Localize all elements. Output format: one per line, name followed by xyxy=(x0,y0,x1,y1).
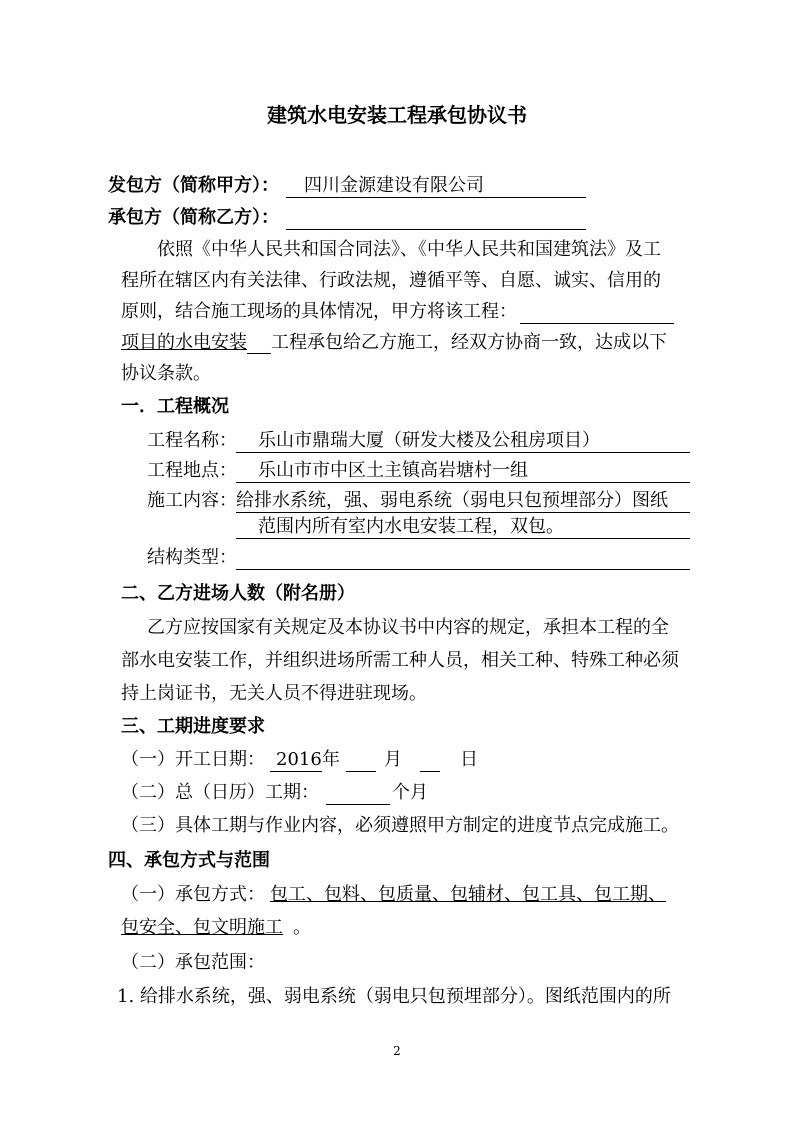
duration-line xyxy=(326,782,390,805)
section2-line-3: 持上岗证书，无关人员不得进驻现场。 xyxy=(121,683,427,704)
method-end: 。 xyxy=(293,917,311,938)
month-char: 月 xyxy=(384,749,402,770)
schedule-requirement: （三）具体工期与作业内容，必须遵照甲方制定的进度节点完成施工。 xyxy=(121,815,679,836)
section3-heading: 三、工期进度要求 xyxy=(121,716,265,737)
project-name-value: 乐山市鼎瑞大厦（研发大楼及公租房项目） xyxy=(258,430,600,451)
section4-heading: 四、承包方式与范围 xyxy=(108,850,270,871)
duration-label: （二）总（日历）工期： xyxy=(121,782,319,803)
intro-line-2: 程所在辖区内有关法律、行政法规，遵循平等、自愿、诚实、信用的 xyxy=(121,270,661,291)
start-day-line xyxy=(420,749,440,772)
intro-line-5: 协议条款。 xyxy=(121,363,211,384)
day-char: 日 xyxy=(460,749,478,770)
method-value-1: 包工、包料、包质量、包辅材、包工具、包工期、 xyxy=(270,884,666,905)
start-date-label: （一）开工日期： xyxy=(121,749,265,770)
intro-line-3: 原则，结合施工现场的具体情况，甲方将该工程： xyxy=(121,301,517,322)
project-name-underline xyxy=(520,301,674,324)
section1-heading: 一．工程概况 xyxy=(121,396,229,417)
page-number: 2 xyxy=(393,1044,401,1058)
party-a-value: 四川金源建设有限公司 xyxy=(304,175,484,196)
intro-line-4-rest: 工程承包给乙方施工，经双方协商一致，达成以下 xyxy=(271,332,667,353)
section2-line-1: 乙方应按国家有关规定及本协议书中内容的规定，承担本工程的全 xyxy=(147,617,669,638)
method-label: （一）承包方式： xyxy=(121,884,265,905)
intro-line-4 xyxy=(121,332,667,354)
section2-line-2: 部水电安装工作，并组织进场所需工种人员，相关工种、特殊工种必须 xyxy=(121,650,679,671)
method-value-2: 包安全、包文明施工 xyxy=(121,917,283,938)
construction-content-value-1: 给排水系统，强、弱电系统（弱电只包预埋部分）图纸 xyxy=(236,490,668,511)
project-name-label: 工程名称： xyxy=(147,430,237,451)
document-title: 建筑水电安装工程承包协议书 xyxy=(267,103,527,127)
year-char: 年 xyxy=(322,749,340,770)
start-year-value: 2016 xyxy=(276,749,322,770)
project-site-label: 工程地点： xyxy=(147,460,237,481)
intro-project-scope: 项目的水电安装 xyxy=(121,332,247,353)
party-a-label: 发包方（简称甲方）： xyxy=(108,175,279,196)
intro-line-1: 依照《中华人民共和国合同法》、《中华人民共和国建筑法》及工 xyxy=(157,239,661,260)
construction-content-value-2: 范围内所有室内水电安装工程，双包。 xyxy=(258,516,564,537)
party-b-underline xyxy=(286,207,586,230)
scope-label: （二）承包范围： xyxy=(121,952,265,973)
party-b-label: 承包方（简称乙方）： xyxy=(108,207,279,228)
method-value-2-row xyxy=(121,917,311,939)
scope-item-1: 1. 给排水系统，强、弱电系统（弱电只包预埋部分）。图纸范围内的所 xyxy=(117,986,671,1007)
section2-heading: 二、乙方进场人数（附名册） xyxy=(121,583,355,604)
start-month-line xyxy=(346,749,376,772)
structure-type-line xyxy=(236,547,690,570)
construction-content-label: 施工内容： xyxy=(147,490,237,511)
duration-unit: 个月 xyxy=(392,782,428,803)
structure-type-label: 结构类型： xyxy=(147,547,237,568)
project-site-value: 乐山市市中区土主镇高岩塘村一组 xyxy=(258,460,528,481)
